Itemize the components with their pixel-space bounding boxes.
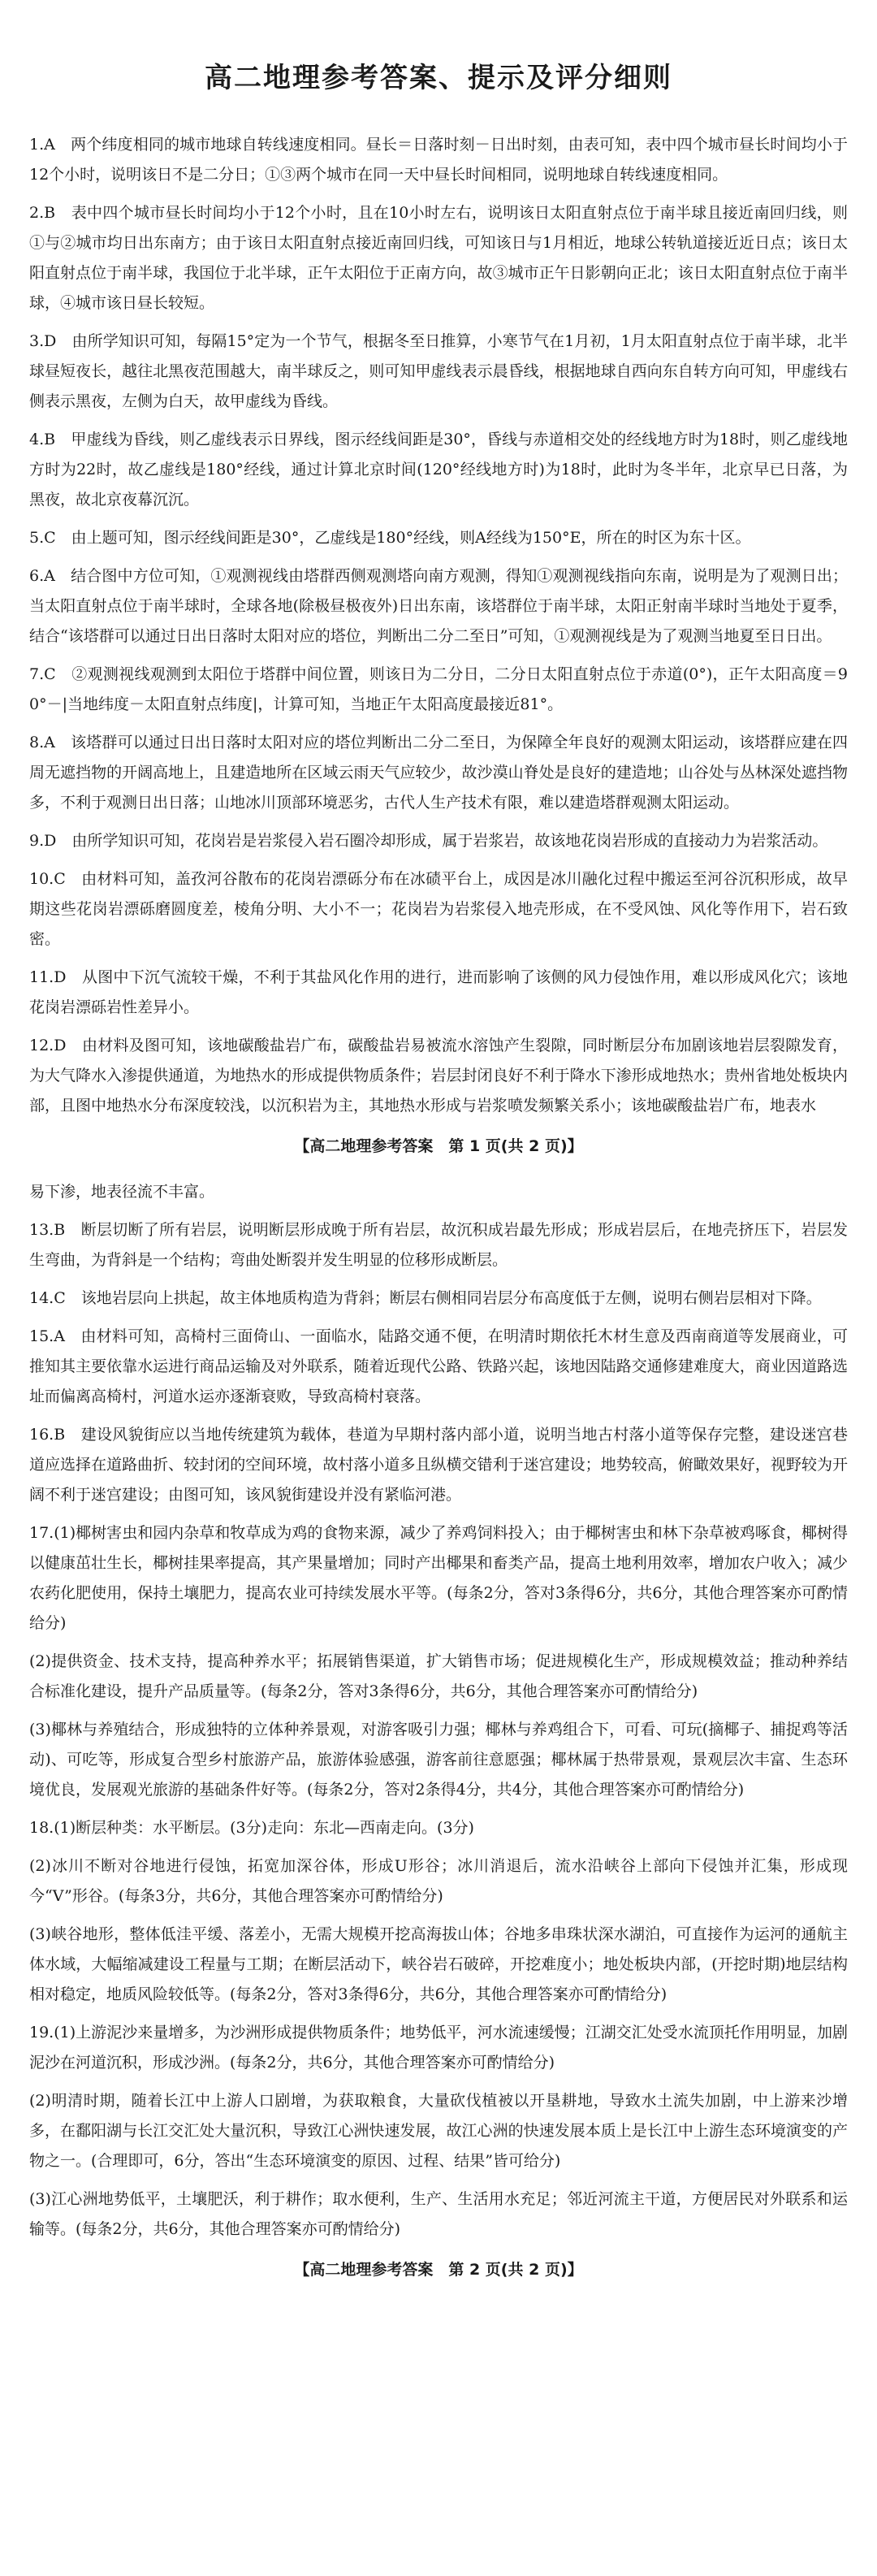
answer-item: 10.C 由材料可知，盖孜河谷散布的花岗岩漂砾分布在冰碛平台上，成因是冰川融化过程中搬运至河谷沉积形成，故早期这些花岗岩漂砾磨圆度差，棱角分明、大小不一；花岗岩为岩浆侵入地壳形成，在不受风蚀、风化等作用下，岩石致密。 bbox=[29, 870, 848, 948]
answer-list-page2 bbox=[29, 1215, 848, 2245]
answer-item: (2)冰川不断对谷地进行侵蚀，拓宽加深谷体，形成U形谷；冰川消退后，流水沿峡谷上部向下侵蚀并汇集，形成现今“V”形谷。(每条3分，共6分，其他合理答案亦可酌情给分) bbox=[29, 1857, 848, 1905]
answer-item: (3)江心洲地势低平，土壤肥沃，利于耕作；取水便利，生产、生活用水充足；邻近河流主干道，方便居民对外联系和运输等。(每条2分，共6分，其他合理答案亦可酌情给分) bbox=[29, 2190, 848, 2238]
page-footer-1: 【高二地理参考答案 第 1 页(共 2 页)】 bbox=[294, 1137, 583, 1155]
answer-item: 7.C ②观测视线观测到太阳位于塔群中间位置，则该日为二分日，二分日太阳直射点位于赤道(0°)，正午太阳高度＝90°－|当地纬度－太阳直射点纬度|，计算可知，当地正午太阳高度最接近81°。 bbox=[29, 665, 848, 713]
answer-list-page1 bbox=[29, 130, 848, 1121]
answer-item: 18.(1)断层种类：水平断层。(3分)走向：东北—西南走向。(3分) bbox=[29, 1819, 474, 1837]
page-footer-2: 【高二地理参考答案 第 2 页(共 2 页)】 bbox=[294, 2261, 583, 2279]
answer-item: 2.B 表中四个城市昼长时间均小于12个小时，且在10小时左右，说明该日太阳直射点位于南半球且接近南回归线，则①与②城市均日出东南方；由于该日太阳直射点接近南回归线，可知该日与1月相近，地球公转轨道接近近日点；该日太阳直射点位于南半球，我国位于北半球，正午太阳位于正南方向，故③城市正午日影朝向正北；该日太阳直射点位于南半球，④城市该日昼长较短。 bbox=[29, 204, 848, 312]
answer-item: 16.B 建设风貌街应以当地传统建筑为载体，巷道为早期村落内部小道，说明当地古村落小道等保存完整，建设迷宫巷道应选择在道路曲折、较封闭的空间环境，故村落小道多且纵横交错利于迷宫建设；地势较高，俯瞰效果好，视野较为开阔不利于迷宫建设；由图可知，该风貌街建设并没有紧临河港。 bbox=[29, 1426, 848, 1504]
answer-item: 13.B 断层切断了所有岩层，说明断层形成晚于所有岩层，故沉积成岩最先形成；形成岩层后，在地壳挤压下，岩层发生弯曲，为背斜是一个结构；弯曲处断裂并发生明显的位移形成断层。 bbox=[29, 1221, 848, 1269]
answer-item: (2)明清时期，随着长江中上游人口剧增，为获取粮食，大量砍伐植被以开垦耕地，导致水土流失加剧，中上游来沙增多，在鄱阳湖与长江交汇处大量沉积，导致江心洲快速发展，故江心洲的快速发展本质上是长江中上游生态环境演变的产物之一。(合理即可，6分，答出“生态环境演变的原因、过程、结果”皆可给分) bbox=[29, 2092, 848, 2170]
answer-item: 3.D 由所学知识可知，每隔15°定为一个节气，根据冬至日推算，小寒节气在1月初，1月太阳直射点位于南半球，北半球昼短夜长，越往北黑夜范围越大，南半球反之，则可知甲虚线表示晨昏线，根据地球自西向东自转方向可知，甲虚线右侧表示黑夜，左侧为白天，故甲虚线为昏线。 bbox=[29, 332, 848, 410]
answer-item: 17.(1)椰树害虫和园内杂草和牧草成为鸡的食物来源，减少了养鸡饲料投入；由于椰树害虫和林下杂草被鸡啄食，椰树得以健康茁壮生长，椰树挂果率提高，其产果量增加；同时产出椰果和畜类产品，提高土地利用效率，增加农户收入；减少农药化肥使用，保持土壤肥力，提高农业可持续发展水平等。(每条2分，答对3条得6分，共6分，其他合理答案亦可酌情给分) bbox=[29, 1524, 848, 1632]
answer-item: 19.(1)上游泥沙来量增多，为沙洲形成提供物质条件；地势低平，河水流速缓慢；江湖交汇处受水流顶托作用明显，加剧泥沙在河道沉积，形成沙洲。(每条2分，共6分，其他合理答案亦可酌情给分) bbox=[29, 2024, 848, 2072]
answer-item: 4.B 甲虚线为昏线，则乙虚线表示日界线，图示经线间距是30°，昏线与赤道相交处的经线地方时为18时，则乙虚线地方时为22时，故乙虚线是180°经线，通过计算北京时间(120°经线地方时)为18时，此时为冬半年，北京早已日落，为黑夜，故北京夜幕沉沉。 bbox=[29, 431, 848, 509]
answer-item: 9.D 由所学知识可知，花岗岩是岩浆侵入岩石圈冷却形成，属于岩浆岩，故该地花岗岩形成的直接动力为岩浆活动。 bbox=[29, 832, 828, 850]
answer-item: (3)峡谷地形，整体低洼平缓、落差小，无需大规模开挖高海拔山体；谷地多串珠状深水湖泊，可直接作为运河的通航主体水域，大幅缩减建设工程量与工期；在断层活动下，峡谷岩石破碎，开挖难度小；地处板块内部，(开挖时期)地层结构相对稳定，地质风险较低等。(每条2分，答对3条得6分，共6分，其他合理答案亦可酌情给分) bbox=[29, 1925, 848, 2003]
answer-item: 11.D 从图中下沉气流较干燥，不利于其盐风化作用的进行，进而影响了该侧的风力侵蚀作用，难以形成风化穴；该地花岗岩漂砾岩性差异小。 bbox=[29, 968, 848, 1016]
answer-item: 15.A 由材料可知，高椅村三面倚山、一面临水，陆路交通不便，在明清时期依托木材生意及西南商道等发展商业，可推知其主要依靠水运进行商品运输及对外联系，随着近现代公路、铁路兴起，该地因陆路交通修建难度大，商业因道路选址而偏离高椅村，河道水运亦逐渐衰败，导致高椅村衰落。 bbox=[29, 1327, 848, 1405]
answer-item: (3)椰林与养殖结合，形成独特的立体种养景观，对游客吸引力强；椰林与养鸡组合下，可看、可玩(摘椰子、捕捉鸡等活动)、可吃等，形成复合型乡村旅游产品，旅游体验感强，游客前往意愿强；椰林属于热带景观，景观层次丰富、生态环境优良，发展观光旅游的基础条件好等。(每条2分，答对2条得4分，共4分，其他合理答案亦可酌情给分) bbox=[29, 1721, 848, 1799]
answer-item: (2)提供资金、技术支持，提高种养水平；拓展销售渠道，扩大销售市场；促进规模化生产，形成规模效益；推动种养结合标准化建设，提升产品质量等。(每条2分，答对3条得6分，共6分，其他合理答案亦可酌情给分) bbox=[29, 1652, 848, 1700]
answer-item: 8.A 该塔群可以通过日出日落时太阳对应的塔位判断出二分二至日，为保障全年良好的观测太阳运动，该塔群应建在四周无遮挡物的开阔高地上，且建造地所在区域云雨天气应较少，故沙漠山脊处是良好的建造地；山谷处与丛林深处遮挡物多，不利于观测日出日落；山地冰川顶部环境恶劣，古代人生产技术有限，难以建造塔群观测太阳运动。 bbox=[29, 734, 848, 812]
answer-item: 14.C 该地岩层向上拱起，故主体地质构造为背斜；断层右侧相同岩层分布高度低于左侧，说明右侧岩层相对下降。 bbox=[29, 1289, 822, 1307]
answer-item: 6.A 结合图中方位可知，①观测视线由塔群西侧观测塔向南方观测，得知①观测视线指向东南，说明是为了观测日出；当太阳直射点位于南半球时，全球各地(除极昼极夜外)日出东南，该塔群位于南半球，太阳正射南半球时当地处于夏季，结合“该塔群可以通过日出日落时太阳对应的塔位，判断出二分二至日”可知，①观测视线是为了观测当地夏至日日出。 bbox=[29, 567, 848, 645]
answer-item: 5.C 由上题可知，图示经线间距是30°，乙虚线是180°经线，则A经线为150°E，所在的时区为东十区。 bbox=[29, 529, 751, 547]
answer-item: 12.D 由材料及图可知，该地碳酸盐岩广布，碳酸盐岩易被流水溶蚀产生裂隙，同时断层分布加剧该地岩层裂隙发育，为大气降水入渗提供通道，为地热水的形成提供物质条件；岩层封闭良好不利于降水下渗形成地热水；贵州省地处板块内部，且图中地热水分布深度较浅，以沉积岩为主，其地热水形成与岩浆喷发频繁关系小；该地碳酸盐岩广布，地表水 bbox=[29, 1037, 848, 1115]
continued-text: 易下渗，地表径流不丰富。 bbox=[29, 1183, 215, 1201]
answer-item: 1.A 两个纬度相同的城市地球自转线速度相同。昼长＝日落时刻－日出时刻，由表可知，表中四个城市昼长时间均小于12个小时，说明该日不是二分日；①③两个城市在同一天中昼长时间相同，说明地球自转线速度相同。 bbox=[29, 136, 848, 184]
page-title: 高二地理参考答案、提示及评分细则 bbox=[205, 62, 672, 94]
